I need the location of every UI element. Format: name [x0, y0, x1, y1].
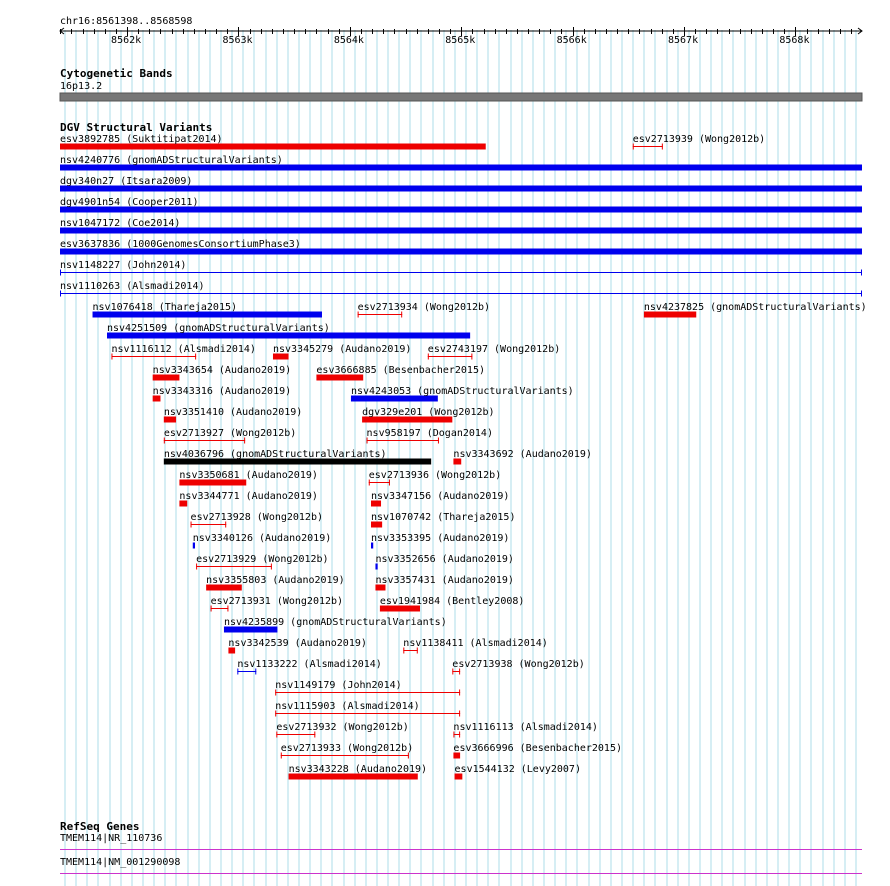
variant-label[interactable]: nsv1116112 (Alsmadi2014) [111, 343, 256, 355]
variant-label[interactable]: nsv1115903 (Alsmadi2014) [275, 700, 420, 712]
ruler-tick-label: 8563k [222, 35, 253, 46]
variant-label[interactable]: nsv1070742 (Thareja2015) [370, 511, 516, 523]
variant-label[interactable]: nsv3343316 (Audano2019) [152, 385, 292, 397]
ruler-tick-label: 8568k [779, 35, 810, 46]
variant-label[interactable]: esv2713932 (Wong2012b) [276, 721, 409, 733]
variant-label[interactable]: nsv3351410 (Audano2019) [163, 406, 303, 418]
variant-label[interactable]: nsv4235899 (gnomADStructuralVariants) [223, 616, 447, 628]
variant-label[interactable]: nsv3343654 (Audano2019) [152, 364, 292, 376]
variant-label[interactable]: nsv4036796 (gnomADStructuralVariants) [163, 448, 387, 460]
gene-label[interactable]: TMEM114|NR_110736 [60, 833, 163, 844]
variant-label[interactable]: nsv3344771 (Audano2019) [179, 490, 318, 502]
variant-label[interactable]: nsv4240776 (gnomADStructuralVariants) [60, 154, 283, 166]
variant-label[interactable]: esv2713933 (Wong2012b) [280, 742, 414, 754]
variant-label[interactable]: nsv3345279 (Audano2019) [272, 343, 412, 355]
ruler-tick-label: 8562k [111, 35, 142, 46]
variant-label[interactable]: nsv1116113 (Alsmadi2014) [453, 721, 598, 733]
variant-label[interactable]: esv1941984 (Bentley2008) [379, 595, 525, 607]
variant-label[interactable]: esv2713929 (Wong2012b) [196, 553, 329, 565]
variant-label[interactable]: nsv1138411 (Alsmadi2014) [403, 637, 548, 649]
variant-label[interactable]: nsv4243053 (gnomADStructuralVariants) [350, 385, 574, 397]
cytoband-track-title: Cytogenetic Bands [60, 67, 173, 80]
variant-label[interactable]: esv2713936 (Wong2012b) [368, 469, 502, 481]
variant-label[interactable]: nsv1149179 (John2014) [275, 679, 402, 691]
ruler-tick-label: 8564k [333, 35, 364, 46]
position-label: chr16:8561398..8568598 [60, 16, 193, 27]
variant-label[interactable]: nsv3343692 (Audano2019) [453, 448, 592, 460]
variant-label[interactable]: dgv329e201 (Wong2012b) [362, 406, 495, 418]
cytoband-band-label: 16p13.2 [60, 81, 103, 92]
variant-label[interactable]: nsv1148227 (John2014) [60, 259, 187, 271]
variant-label[interactable]: nsv4251509 (gnomADStructuralVariants) [107, 322, 330, 334]
variant-label[interactable]: nsv958197 (Dogan2014) [366, 427, 493, 439]
variant-label[interactable]: esv1544132 (Levy2007) [454, 763, 581, 775]
variant-label[interactable]: esv2713939 (Wong2012b) [632, 133, 766, 145]
variant-label[interactable]: esv3637836 (1000GenomesConsortiumPhase3) [60, 238, 301, 250]
variant-label[interactable]: nsv3353395 (Audano2019) [370, 532, 510, 544]
variant-label[interactable]: dgv340n27 (Itsara2009) [60, 175, 193, 187]
variant-label[interactable]: esv3892785 (Suktitipat2014) [60, 133, 223, 145]
variant-label[interactable]: esv2743197 (Wong2012b) [427, 343, 561, 355]
variant-label[interactable]: nsv1133222 (Alsmadi2014) [237, 658, 382, 670]
variant-label[interactable]: dgv4901n54 (Cooper2011) [60, 196, 199, 208]
variant-label[interactable]: nsv3340126 (Audano2019) [192, 532, 332, 544]
variant-label[interactable]: esv2713927 (Wong2012b) [163, 427, 297, 439]
gene-label[interactable]: TMEM114|NM_001290098 [60, 857, 181, 868]
ruler-tick-label: 8566k [556, 35, 587, 46]
dgv-track-title: DGV Structural Variants [60, 121, 213, 134]
variant-label[interactable]: nsv3347156 (Audano2019) [370, 490, 510, 502]
refseq-track-title: RefSeq Genes [60, 820, 140, 833]
ruler-tick-label: 8565k [445, 35, 476, 46]
variant-label[interactable]: esv2713931 (Wong2012b) [210, 595, 344, 607]
variant-label[interactable]: esv3666996 (Besenbacher2015) [453, 742, 622, 754]
variant-label[interactable]: esv2713938 (Wong2012b) [452, 658, 585, 670]
variant-label[interactable]: nsv1047172 (Coe2014) [60, 217, 181, 229]
variant-label[interactable]: nsv3343228 (Audano2019) [288, 763, 428, 775]
variant-label[interactable]: esv3666885 (Besenbacher2015) [316, 364, 485, 376]
variant-label[interactable]: esv2713928 (Wong2012b) [190, 511, 323, 523]
variant-label[interactable]: nsv3355803 (Audano2019) [206, 574, 345, 586]
variant-label[interactable]: nsv4237825 (gnomADStructuralVariants) [643, 301, 867, 313]
variant-label[interactable]: nsv3342539 (Audano2019) [228, 637, 367, 649]
variant-label[interactable]: esv2713934 (Wong2012b) [357, 301, 491, 313]
variant-label[interactable]: nsv3352656 (Audano2019) [375, 553, 514, 565]
variant-label[interactable]: nsv3357431 (Audano2019) [375, 574, 514, 586]
cytoband-ideogram-bar[interactable] [60, 93, 862, 101]
variant-label[interactable]: nsv1076418 (Thareja2015) [92, 301, 238, 313]
variant-label[interactable]: nsv3350681 (Audano2019) [179, 469, 318, 481]
variant-label[interactable]: nsv1110263 (Alsmadi2014) [60, 280, 205, 292]
ruler-tick-label: 8567k [668, 35, 699, 46]
